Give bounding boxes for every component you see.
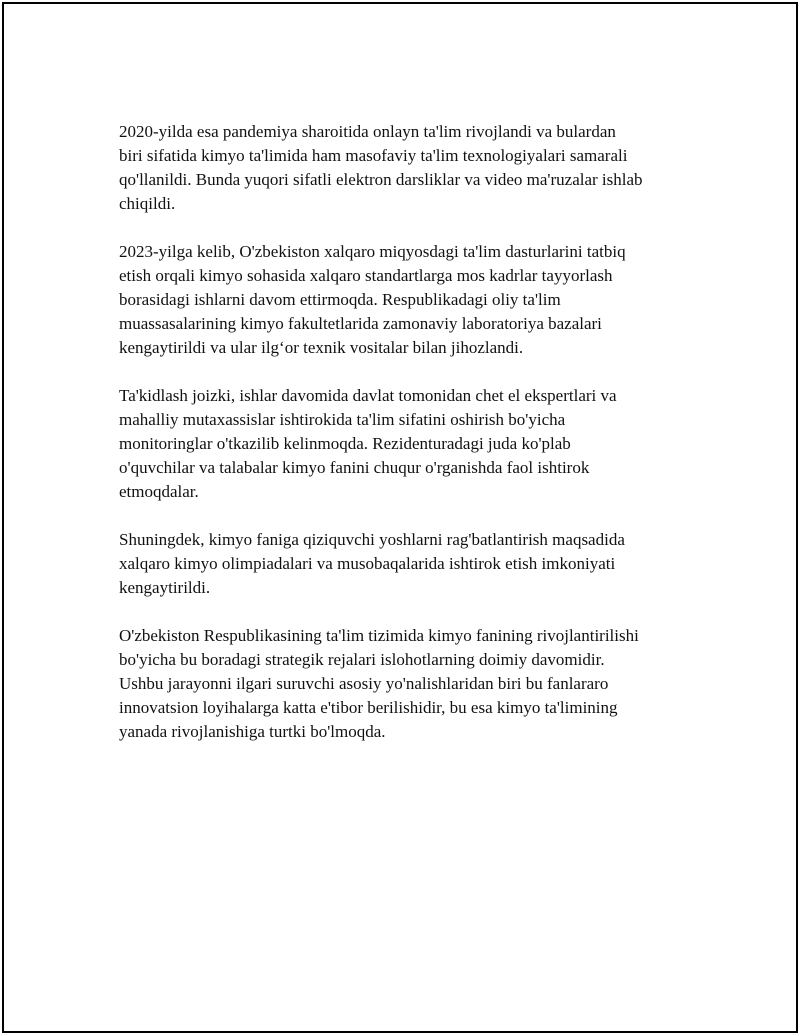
paragraph-2 <box>119 240 699 360</box>
text-line: kengaytirildi va ular ilg‘or texnik vositalar bilan jihozlandi. <box>119 338 524 357</box>
paragraph-5 <box>119 624 699 744</box>
paragraph-3 <box>119 384 699 504</box>
text-line: biri sifatida kimyo ta'limida ham masofaviy ta'lim texnologiyalari samarali <box>119 146 628 165</box>
text-line: mahalliy mutaxassislar ishtirokida ta'lim sifatini oshirish bo'yicha <box>119 410 566 429</box>
document-body <box>119 120 699 768</box>
text-line: 2020-yilda esa pandemiya sharoitida onlayn ta'lim rivojlandi va bulardan <box>119 122 616 141</box>
text-line: monitoringlar o'tkazilib kelinmoqda. Rezidenturadagi juda ko'plab <box>119 434 571 453</box>
text-line: O'zbekiston Respublikasining ta'lim tizimida kimyo fanining rivojlantirilishi <box>119 626 639 645</box>
text-line: Ushbu jarayonni ilgari suruvchi asosiy yo'nalishlaridan biri bu fanlararo <box>119 674 609 693</box>
text-line: xalqaro kimyo olimpiadalari va musobaqalarida ishtirok etish imkoniyati <box>119 554 616 573</box>
text-line: Shuningdek, kimyo faniga qiziquvchi yoshlarni rag'batlantirish maqsadida <box>119 530 625 549</box>
text-line: muassasalarining kimyo fakultetlarida zamonaviy laboratoriya bazalari <box>119 314 602 333</box>
text-line: o'quvchilar va talabalar kimyo fanini chuqur o'rganishda faol ishtirok <box>119 458 590 477</box>
text-line: bo'yicha bu boradagi strategik rejalari islohotlarning doimiy davomidir. <box>119 650 605 669</box>
text-line: chiqildi. <box>119 194 176 213</box>
text-line: kengaytirildi. <box>119 578 211 597</box>
page-frame <box>2 2 798 1033</box>
text-line: qo'llanildi. Bunda yuqori sifatli elektron darsliklar va video ma'ruzalar ishlab <box>119 170 643 189</box>
text-line: yanada rivojlanishiga turtki bo'lmoqda. <box>119 722 386 741</box>
text-line: 2023-yilga kelib, O'zbekiston xalqaro miqyosdagi ta'lim dasturlarini tatbiq <box>119 242 626 261</box>
paragraph-4 <box>119 528 699 600</box>
text-line: innovatsion loyihalarga katta e'tibor berilishidir, bu esa kimyo ta'limining <box>119 698 618 717</box>
text-line: etish orqali kimyo sohasida xalqaro standartlarga mos kadrlar tayyorlash <box>119 266 613 285</box>
text-line: etmoqdalar. <box>119 482 199 501</box>
text-line: Ta'kidlash joizki, ishlar davomida davlat tomonidan chet el ekspertlari va <box>119 386 617 405</box>
paragraph-1 <box>119 120 699 216</box>
text-line: borasidagi ishlarni davom ettirmoqda. Respublikadagi oliy ta'lim <box>119 290 561 309</box>
